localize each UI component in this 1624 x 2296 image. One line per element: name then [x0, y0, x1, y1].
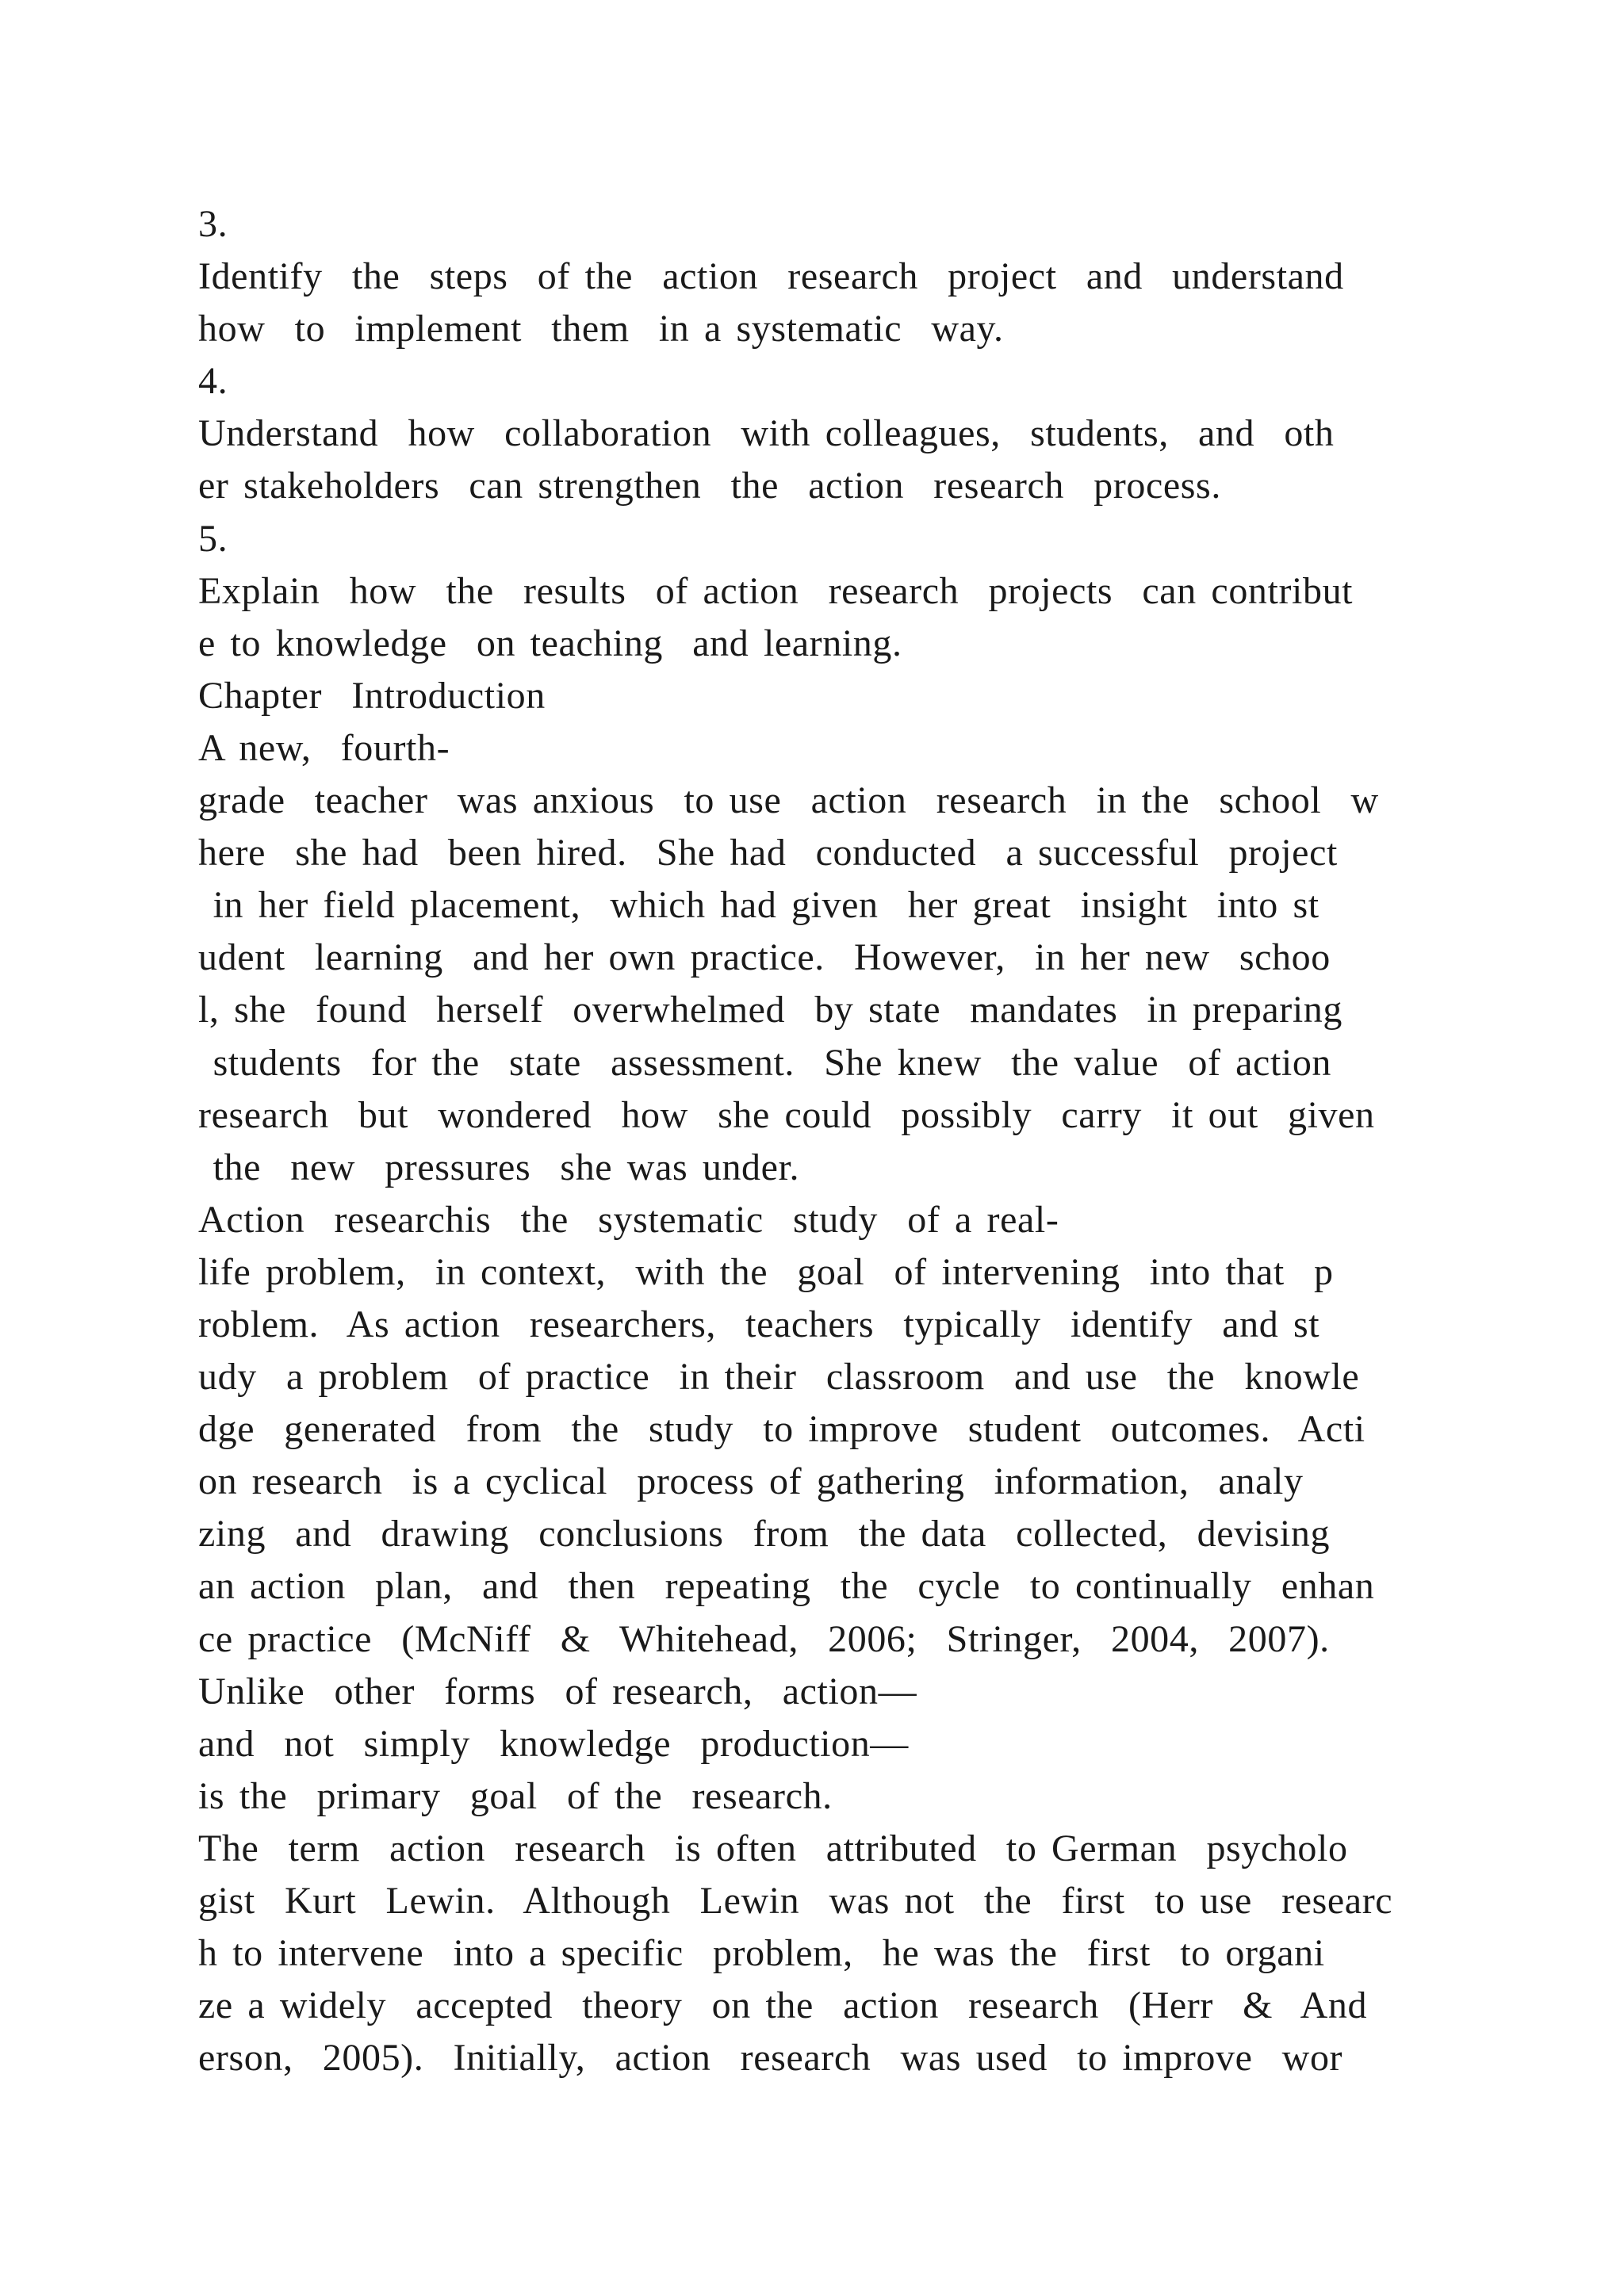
text-line: ce practice (McNiff & Whitehead, 2006; Stringer, 2004, 2007). — [198, 1617, 1330, 1660]
text-line: how to implement them in a systematic way. — [198, 308, 1004, 350]
text-line: Action researchis the systematic study of a real- — [198, 1198, 1059, 1241]
text-line: The term action research is often attributed to German psycholo — [198, 1827, 1348, 1869]
text-line: dge generated from the study to improve student outcomes. Acti — [198, 1408, 1365, 1451]
text-line: 4. — [198, 360, 228, 403]
text-line: Unlike other forms of research, action— — [198, 1670, 917, 1712]
text-line: Identify the steps of the action research project and understand — [198, 255, 1344, 298]
text-line: l, she found herself overwhelmed by state mandates in preparing — [198, 989, 1343, 1031]
text-line: udy a problem of practice in their classroom and use the knowle — [198, 1356, 1360, 1399]
text-line: h to intervene into a specific problem, he was the first to organi — [198, 1932, 1325, 1975]
text-line: in her field placement, which had given her great insight into st — [198, 884, 1320, 927]
body-text — [198, 198, 1467, 2084]
text-line: A new, fourth- — [198, 726, 450, 769]
section-heading: Chapter Introduction — [198, 674, 546, 717]
text-line: roblem. As action researchers, teachers typically identify and st — [198, 1303, 1320, 1345]
text-line: Explain how the results of action research projects can contribut — [198, 569, 1354, 612]
text-line: udent learning and her own practice. However, in her new schoo — [198, 936, 1331, 979]
text-line: here she had been hired. She had conducted a successful project — [198, 832, 1338, 874]
text-line: gist Kurt Lewin. Although Lewin was not the first to use researc — [198, 1880, 1393, 1922]
text-line: grade teacher was anxious to use action research in the school w — [198, 779, 1379, 822]
text-line: research but wondered how she could possibly carry it out given — [198, 1093, 1375, 1136]
text-line: e to knowledge on teaching and learning. — [198, 622, 902, 664]
text-line: is the primary goal of the research. — [198, 1774, 833, 1817]
text-line: an action plan, and then repeating the cycle to continually enhan — [198, 1565, 1375, 1608]
text-line: students for the state assessment. She knew the value of action — [198, 1041, 1332, 1084]
text-line: life problem, in context, with the goal of intervening into that p — [198, 1250, 1334, 1293]
text-line: Understand how collaboration with colleagues, students, and oth — [198, 412, 1335, 455]
text-line: 5. — [198, 517, 228, 560]
text-line: zing and drawing conclusions from the data collected, devising — [198, 1513, 1331, 1556]
text-line: ze a widely accepted theory on the action research (Herr & And — [198, 1984, 1368, 2027]
text-line: erson, 2005). Initially, action research was used to improve wor — [198, 2037, 1343, 2080]
text-line: 3. — [198, 203, 228, 245]
text-line: er stakeholders can strengthen the action research process. — [198, 465, 1221, 507]
text-line: and not simply knowledge production— — [198, 1722, 909, 1765]
text-line: on research is a cyclical process of gathering information, analy — [198, 1460, 1304, 1503]
text-line: the new pressures she was under. — [198, 1146, 800, 1188]
